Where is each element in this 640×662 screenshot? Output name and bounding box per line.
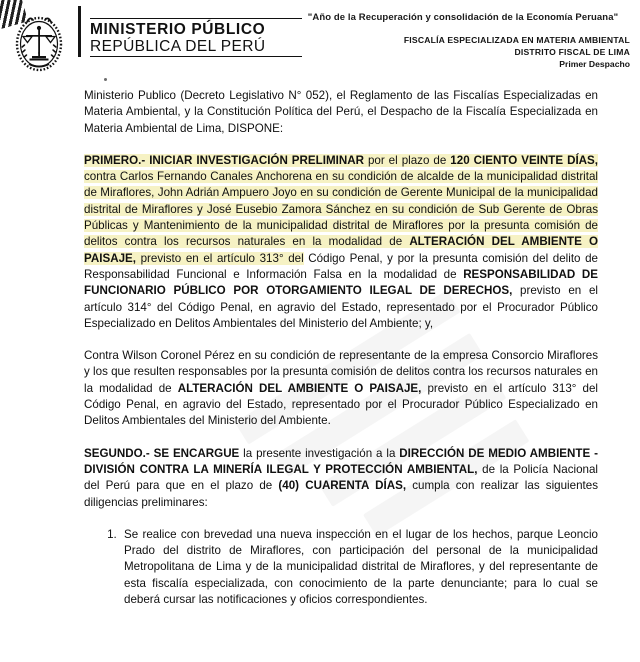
ministry-rule-top: [90, 18, 302, 19]
segundo-label: SEGUNDO.- SE ENCARGUE: [84, 446, 240, 460]
primero-tail2: RESPONSABILIDAD DE FUNCIONARIO PÚBLICO POR OTORGAMIENTO ILEGAL DE DERECHOS,: [84, 267, 598, 298]
primero-tail3: previsto en el artículo 314° del Código Penal, en agravio del Estado, representado por el Procurador Público Especializado en Delitos Ambientales del Ministerio del Ambiente; y,: [84, 284, 598, 330]
paragraph-intro: Ministerio Publico (Decreto Legislativo N° 052), el Reglamento de las Fiscalías Especializadas en Materia Ambiental, y la Constitución Política del Perú, el Despacho de la Fiscalía Especializada en Materia Ambiental de Lima, DISPONE:: [84, 89, 598, 135]
segundo-part2: DIRECCIÓN DE MEDIO AMBIENTE - DIVISIÓN CONTRA LA MINERÍA ILEGAL Y PROTECCIÓN AMBIENTAL,: [84, 446, 598, 476]
primero-tail1: Código Penal, y por la presunta comisión del delito de Responsabilidad Funcional e Información Falsa en la modalidad de: [84, 251, 599, 281]
list-item: 1. Se realice con brevedad una nueva inspección en el lugar de los hechos, parque Leoncio Prado del distrito de Miraflores, con participación del personal de la municipalidad Metropolitana de Lima y de la municipalidad distrital de Miraflores, y del representante de esta fiscalía especializada, con conocimiento de la parte denunciante; para lo cual se deberá cursar las notificaciones y oficios correspondientes.: [120, 527, 598, 608]
segundo-part1: la presente investigación a la: [239, 446, 400, 460]
despacho-label: Primer Despacho: [559, 59, 630, 69]
year-slogan: "Año de la Recuperación y consolidación de la Economía Peruana": [307, 12, 619, 23]
primero-seg1: INICIAR INVESTIGACIÓN PRELIMINAR: [149, 153, 364, 167]
segundo-part3: de la Policía Nacional del Perú para que en el plazo de: [84, 462, 598, 493]
republic-name: REPÚBLICA DEL PERÚ: [90, 38, 266, 55]
primero-seg4: contra Carlos Fernando Canales Anchorena en su condición de alcalde de la municipalidad distrital de Miraflores, John Adrián Ampuero Joyo en su condición de Gerente Municipal de la municipalidad distrital de Miraflores y José Eusebio Zamora Sánchez en su condición de Sub Gerente de Obras Públicas y Mantenimiento de la municipalidad distrital de Miraflores por la presunta comisión de delitos contra los recursos naturales en la modalidad de: [84, 170, 598, 249]
contra-part2: ALTERACIÓN DEL AMBIENTE O PAISAJE,: [177, 381, 422, 395]
contra-part1: Contra Wilson Coronel Pérez en su condición de representante de la empresa Consorcio Miraflores y los que resulten responsables por la presunta comisión de delitos contra los recursos naturales en la modalidad de: [84, 349, 598, 395]
ministry-title-block: [78, 6, 302, 57]
document-body: [0, 88, 640, 608]
document-header: [0, 0, 640, 88]
primero-seg5: ALTERACIÓN DEL AMBIENTE O PAISAJE,: [84, 235, 598, 265]
header-right-block: [302, 6, 640, 70]
emblem-container: [0, 6, 78, 73]
paragraph-segundo: [84, 446, 598, 511]
segundo-part5: cumpla con realizar las siguientes diligencias preliminares:: [84, 479, 598, 509]
ministry-rule-bottom: [90, 56, 302, 57]
fiscalia-name: FISCALÍA ESPECIALIZADA EN MATERIA AMBIENTAL: [403, 35, 630, 45]
contra-part3: previsto en el artículo 313° del Código Penal, en agravio del Estado, representado por el Procurador Público Especializado en Delitos Ambientales del Ministerio del Ambiente.: [84, 381, 598, 428]
segundo-part4: (40) CUARENTA DÍAS,: [278, 479, 407, 493]
paragraph-contra: [84, 348, 598, 429]
fiscal-district: DISTRITO FISCAL DE LIMA: [514, 46, 630, 57]
paragraph-primero: [84, 153, 598, 332]
ministry-name: MINISTERIO PÚBLICO: [90, 21, 266, 38]
primero-seg3: 120 CIENTO VEINTE DÍAS,: [450, 153, 598, 167]
primero-label: PRIMERO.-: [84, 153, 146, 167]
primero-seg6: previsto en el artículo 313° del: [135, 251, 304, 265]
ministerio-publico-seal-icon: [13, 11, 65, 73]
primero-seg2: por el plazo de: [363, 153, 451, 167]
diligencias-list: [84, 527, 598, 608]
